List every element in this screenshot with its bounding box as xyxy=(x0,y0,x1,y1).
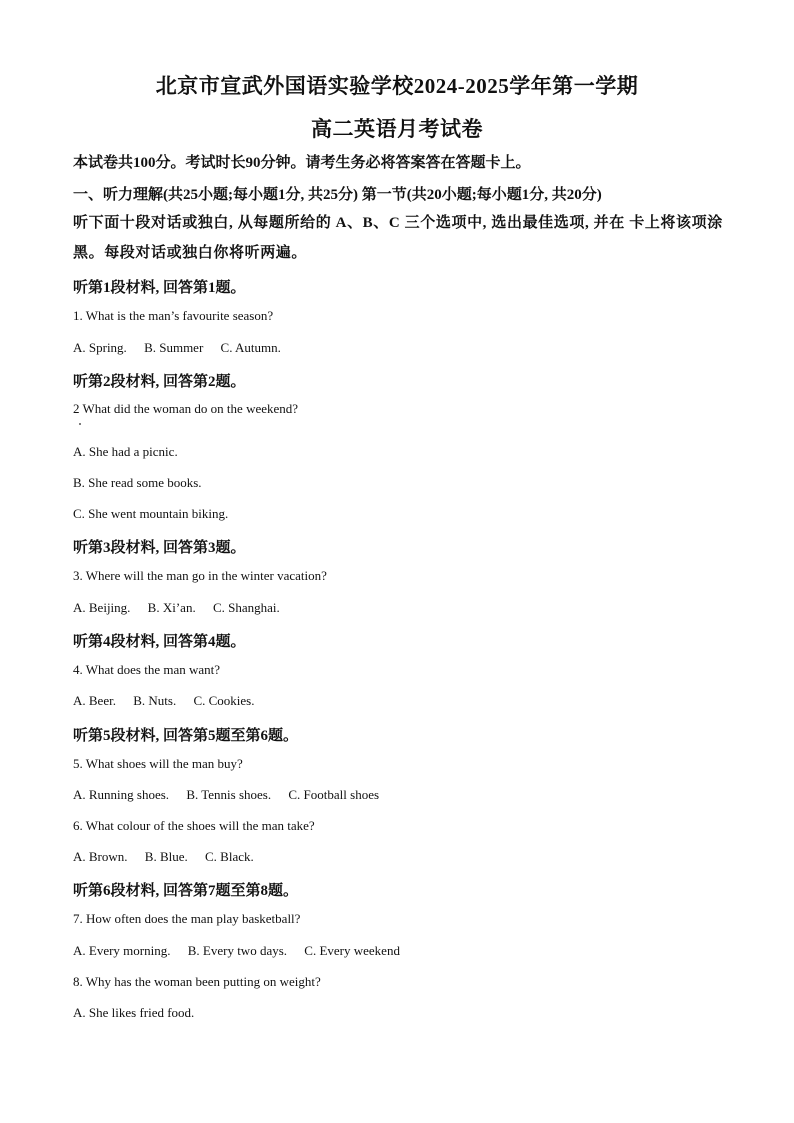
material-heading-4: 听第4段材料, 回答第4题。 xyxy=(73,634,246,650)
question-2-stem: 2 What did the woman do on the weekend? xyxy=(73,401,299,416)
material-heading-5: 听第5段材料, 回答第5题至第6题。 xyxy=(73,728,299,744)
question-3-stem: 3. Where will the man go in the winter vacation? xyxy=(73,568,327,583)
option-b: B. Every two days. xyxy=(187,943,288,958)
option-c: C. Football shoes xyxy=(288,787,380,802)
option-a: A. Running shoes. xyxy=(73,787,170,802)
question-2-option-b: B. She read some books. xyxy=(73,475,202,490)
option-b: B. Xi’an. xyxy=(147,600,196,615)
question-5-options xyxy=(73,787,393,803)
question-6-options xyxy=(73,849,268,865)
option-c: C. Shanghai. xyxy=(212,600,280,615)
option-b: B. Summer xyxy=(144,340,204,355)
question-4-options xyxy=(73,693,269,709)
option-a: A. Beijing. xyxy=(73,600,131,615)
section-heading: 一、听力理解(共25小题;每小题1分, 共25分) 第一节(共20小题;每小题1分, 共20分) xyxy=(73,187,602,203)
option-a: A. Spring. xyxy=(73,340,127,355)
listening-instructions: 听下面十段对话或独白, 从每题所给的 A、B、C 三个选项中, 选出最佳选项, 并在 卡上将该项涂黑。每段对话或独白你将听两遍。 xyxy=(73,215,723,261)
question-3-options xyxy=(73,600,294,616)
exam-title-line2: 高二英语月考试卷 xyxy=(311,117,483,141)
exam-title-line1: 北京市宣武外国语实验学校2024-2025学年第一学期 xyxy=(155,74,639,98)
question-4-stem: 4. What does the man want? xyxy=(73,662,221,677)
option-c: C. Cookies. xyxy=(193,693,255,708)
option-c: C. Every weekend xyxy=(304,943,400,958)
material-heading-6: 听第6段材料, 回答第7题至第8题。 xyxy=(73,883,299,899)
question-6-stem: 6. What colour of the shoes will the man take? xyxy=(73,818,315,833)
question-1-stem: 1. What is the man’s favourite season? xyxy=(73,308,274,323)
exam-notice: 本试卷共100分。考试时长90分钟。请考生务必将答案答在答题卡上。 xyxy=(73,155,531,171)
question-7-options xyxy=(73,943,414,959)
question-1-options xyxy=(73,340,295,356)
question-8-stem: 8. Why has the woman been putting on weight? xyxy=(73,974,321,989)
stray-mark xyxy=(79,423,81,425)
option-b: B. Nuts. xyxy=(133,693,177,708)
material-heading-1: 听第1段材料, 回答第1题。 xyxy=(73,280,246,296)
material-heading-3: 听第3段材料, 回答第3题。 xyxy=(73,540,246,556)
option-a: A. Every morning. xyxy=(73,943,171,958)
question-8-option-a: A. She likes fried food. xyxy=(73,1005,195,1020)
option-c: C. Autumn. xyxy=(220,340,281,355)
question-2-option-c: C. She went mountain biking. xyxy=(73,506,229,521)
question-2-option-a: A. She had a picnic. xyxy=(73,444,178,459)
option-b: B. Tennis shoes. xyxy=(186,787,272,802)
question-7-stem: 7. How often does the man play basketball? xyxy=(73,911,301,926)
material-heading-2: 听第2段材料, 回答第2题。 xyxy=(73,374,246,390)
option-c: C. Black. xyxy=(205,849,254,864)
option-b: B. Blue. xyxy=(144,849,188,864)
option-a: A. Brown. xyxy=(73,849,128,864)
option-a: A. Beer. xyxy=(73,693,116,708)
question-5-stem: 5. What shoes will the man buy? xyxy=(73,756,243,771)
